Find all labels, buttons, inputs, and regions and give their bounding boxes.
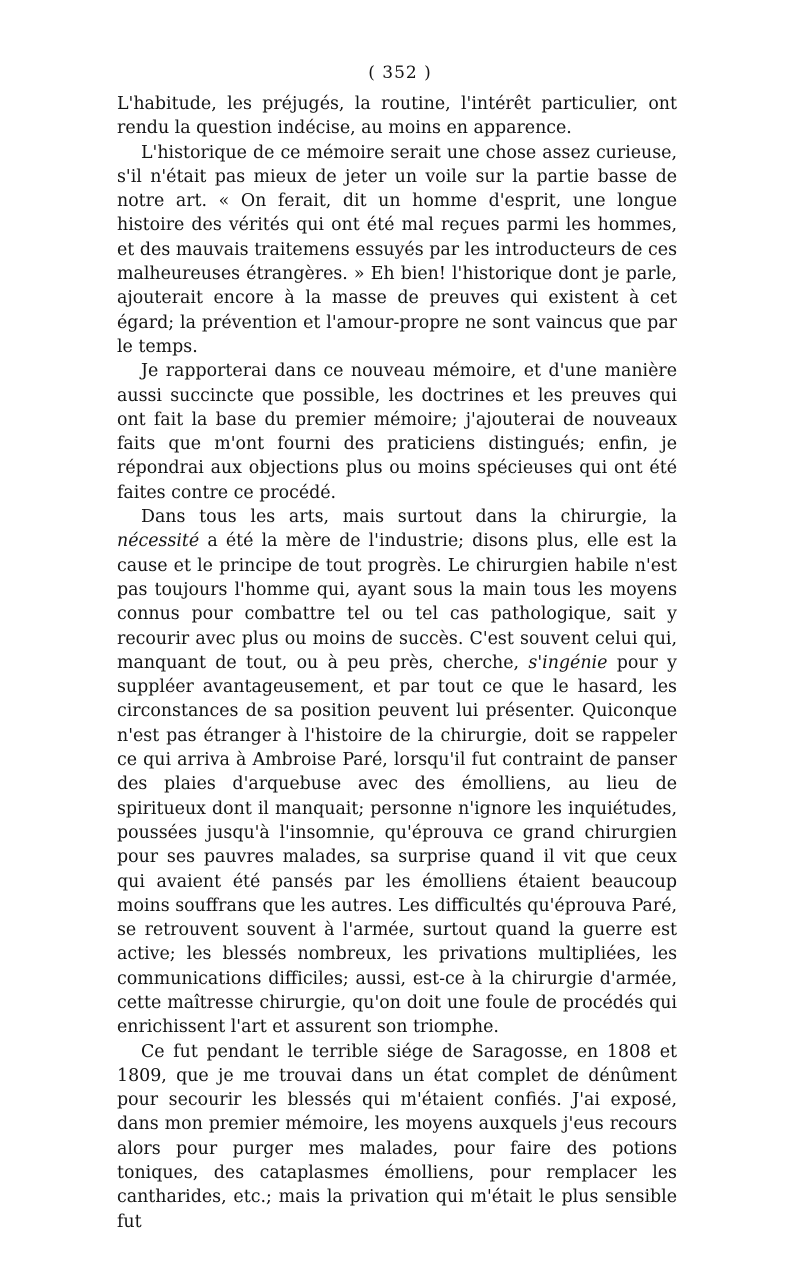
paragraph-4-segment: Dans tous les arts, mais surtout dans la chirurgie, la (141, 507, 677, 528)
paragraph-4 (117, 505, 677, 1040)
body-text (117, 92, 677, 1234)
paragraph-1: L'habitude, les préjugés, la routine, l'intérêt particulier, ont rendu la question indécise, au moins en apparence. (117, 94, 677, 139)
page-number: ( 352 ) (368, 63, 432, 83)
paragraph-5: Ce fut pendant le terrible siége de Saragosse, en 1808 et 1809, que je me trouvai dans un état complet de dénûment pour secourir les blessés qui m'étaient confiés. J'ai exposé, dans mon premier mémoire, les moyens auxquels j'eus recours alors pour purger mes malades, pour faire des potions toniques, des cataplasmes émolliens, pour remplacer les cantharides, etc.; mais la privation qui m'était le plus sensible fut (117, 1041, 677, 1232)
italic-word-singenie: s'ingénie (528, 652, 608, 673)
paragraph-4-segment: pour y suppléer avantageusement, et par tout ce que le hasard, les circonstances de sa position peuvent lui présenter. Quiconque n'est pas étranger à l'histoire de la chirurgie, doit se rappeler ce qui arriva à Ambroise Paré, lorsqu'il fut contraint de panser des plaies d'arquebuse avec des émolliens, au lieu de spiritueux dont il manquait; personne n'ignore les inquiétudes, poussées jusqu'à l'insomnie, qu'éprouva ce grand chirurgien pour ses pauvres malades, sa surprise quand il vit que ceux qui avaient été pansés par les émolliens étaient beaucoup moins souffrans que les autres. Les difficultés qu'éprouva Paré, se retrouvent souvent à l'armée, surtout quand la guerre est active; les blessés nombreux, les privations multipliées, les communications difficiles; aussi, est-ce à la chirurgie d'armée, cette maîtresse chirurgie, qu'on doit une foule de procédés qui enrichissent l'art et assurent son triomphe. (117, 652, 677, 1038)
paragraph-4-segment: a été la mère de l'industrie; disons plus, elle est la cause et le principe de tout progrès. Le chirurgien habile n'est pas toujours l'homme qui, ayant sous la main tous les moyens connus pour combattre tel ou tel cas pathologique, sait y recourir avec plus ou moins de succès. C'est souvent celui qui, manquant de tout, ou à peu près, cherche, (117, 531, 677, 673)
paragraph-2: L'historique de ce mémoire serait une chose assez curieuse, s'il n'était pas mieux de jeter un voile sur la partie basse de notre art. « On ferait, dit un homme d'esprit, une longue histoire des vérités qui ont été mal reçues parmi les hommes, et des mauvais traitemens essuyés par les introducteurs de ces malheureuses étrangères. » Eh bien! l'historique dont je parle, ajouterait encore à la masse de preuves qui existent à cet égard; la prévention et l'amour-propre ne sont vaincus que par le temps. (117, 142, 677, 357)
paragraph-3: Je rapporterai dans ce nouveau mémoire, et d'une manière aussi succincte que possible, les doctrines et les preuves qui ont fait la base du premier mémoire; j'ajouterai de nouveaux faits que m'ont fourni des praticiens distingués; enfin, je répondrai aux objections plus ou moins spécieuses qui ont été faites contre ce procédé. (117, 361, 677, 503)
italic-word-necessite: nécessité (117, 531, 200, 552)
